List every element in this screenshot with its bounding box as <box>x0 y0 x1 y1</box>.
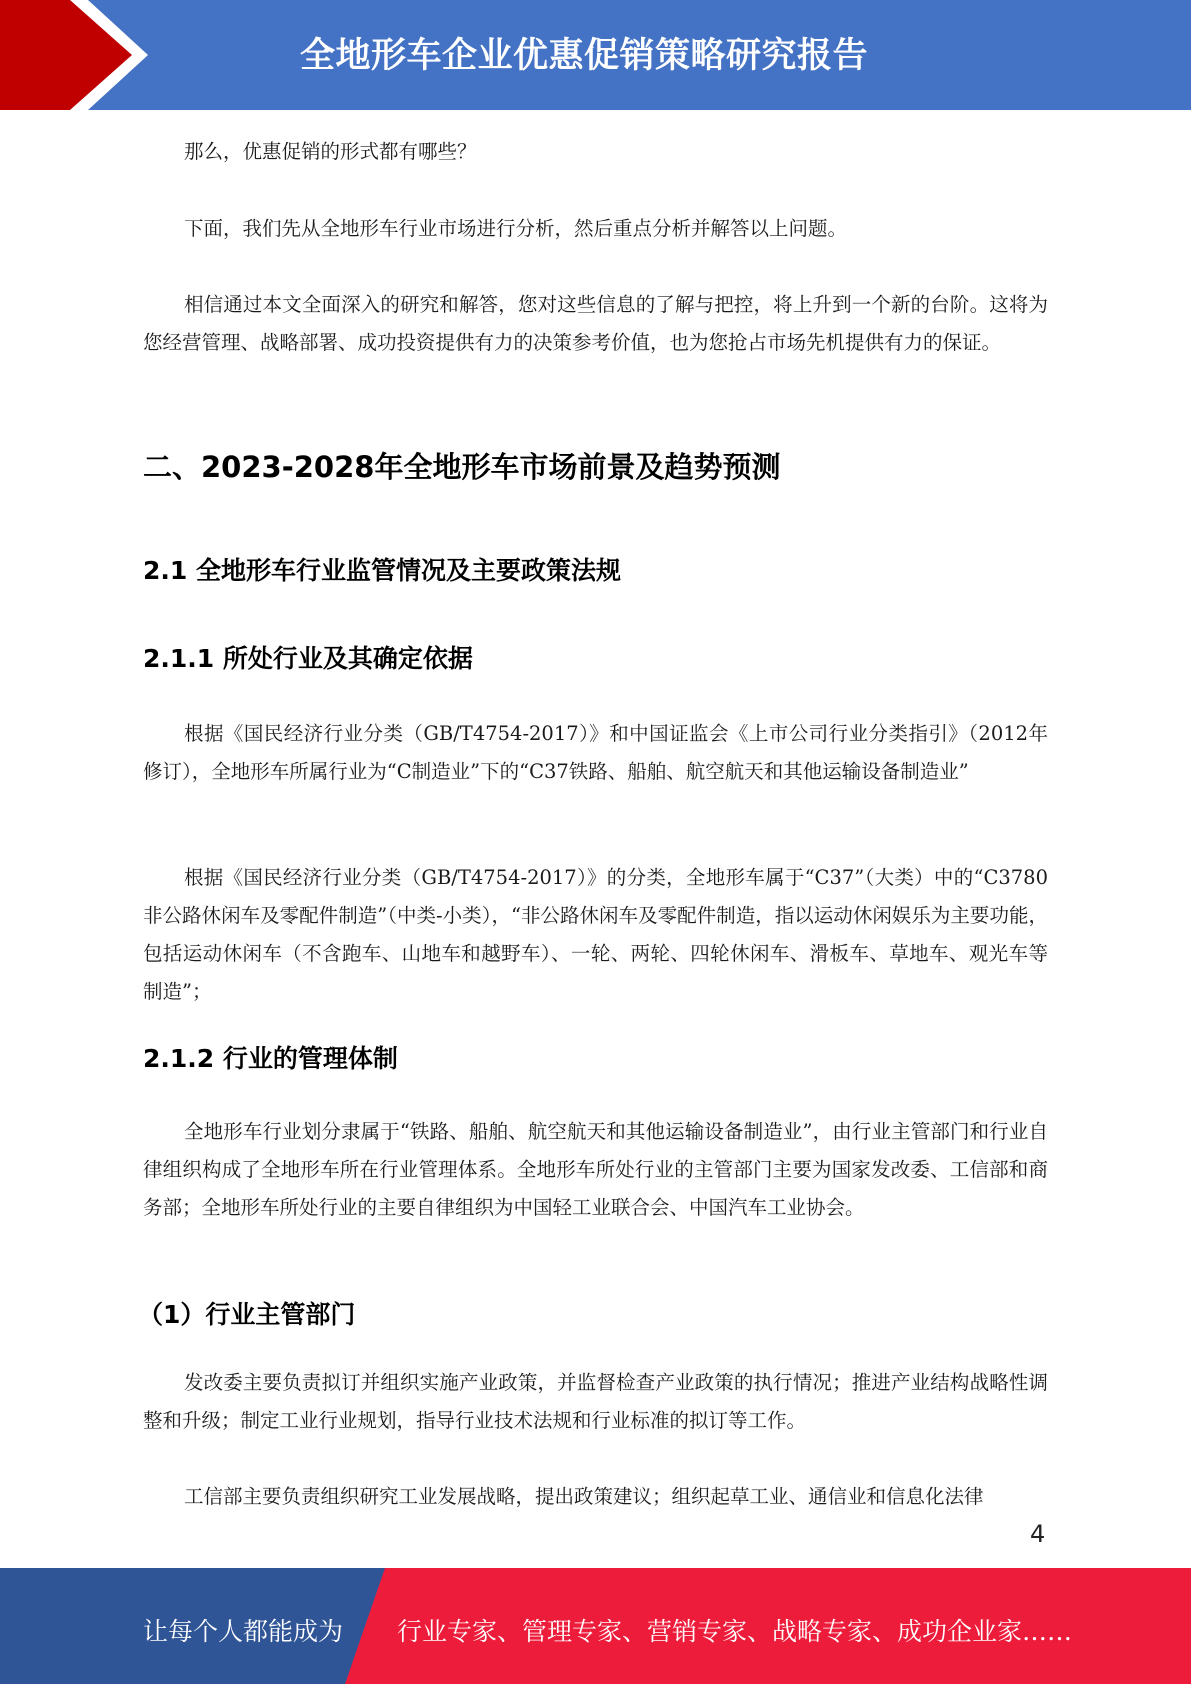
paragraph: 根据《国民经济行业分类（GB/T4754-2017）》的分类，全地形车属于“C37”（大类）中的“C3780非公路休闲车及零配件制造”（中类-小类），“非公路休闲车及零配件制造，指以运动休闲娱乐为主要功能，包括运动休闲车（不含跑车、山地车和越野车）、一轮、两轮、四轮休闲车、滑板车、草地车、观光车等制造”； <box>143 866 1048 1003</box>
subsection-heading: 2.1.1 所处行业及其确定依据 <box>143 644 473 673</box>
report-title: 全地形车企业优惠促销策略研究报告 <box>300 36 869 76</box>
paragraph: 发改委主要负责拟订并组织实施产业政策，并监督检查产业政策的执行情况；推进产业结构战略性调整和升级；制定工业行业规划，指导行业技术法规和行业标准的拟订等工作。 <box>143 1371 1048 1432</box>
paragraph: 相信通过本文全面深入的研究和解答，您对这些信息的了解与把控，将上升到一个新的台阶。这将为您经营管理、战略部署、成功投资提供有力的决策参考价值，也为您抢占市场先机提供有力的保证。 <box>143 293 1048 354</box>
paragraph: 工信部主要负责组织研究工业发展战略，提出政策建议；组织起草工业、通信业和信息化法律 <box>184 1485 984 1508</box>
page-header <box>0 0 1191 110</box>
page-number: 4 <box>1030 1520 1046 1548</box>
footer-slogan-right: 行业专家、管理专家、营销专家、战略专家、成功企业家…… <box>397 1617 1073 1646</box>
subsection-heading: （1）行业主管部门 <box>138 1300 356 1329</box>
paragraph: 那么，优惠促销的形式都有哪些？ <box>184 140 477 163</box>
subsection-heading: 2.1.2 行业的管理体制 <box>143 1044 398 1073</box>
footer-slogan-left: 让每个人都能成为 <box>143 1617 344 1646</box>
page-footer <box>0 1568 1191 1684</box>
section-heading: 二、2023-2028年全地形车市场前景及趋势预测 <box>143 450 781 484</box>
header-arrow-decoration <box>0 0 200 110</box>
paragraph: 全地形车行业划分隶属于“铁路、船舶、航空航天和其他运输设备制造业”，由行业主管部门和行业自律组织构成了全地形车所在行业管理体系。全地形车所处行业的主管部门主要为国家发改委、工信部和商务部；全地形车所处行业的主要自律组织为中国轻工业联合会、中国汽车工业协会。 <box>143 1120 1048 1219</box>
paragraph: 根据《国民经济行业分类（GB/T4754-2017）》和中国证监会《上市公司行业分类指引》（2012年修订），全地形车所属行业为“C制造业”下的“C37铁路、船舶、航空航天和其他运输设备制造业” <box>143 722 1048 783</box>
paragraph: 下面，我们先从全地形车行业市场进行分析，然后重点分析并解答以上问题。 <box>184 217 848 240</box>
subsection-heading: 2.1 全地形车行业监管情况及主要政策法规 <box>143 556 621 585</box>
